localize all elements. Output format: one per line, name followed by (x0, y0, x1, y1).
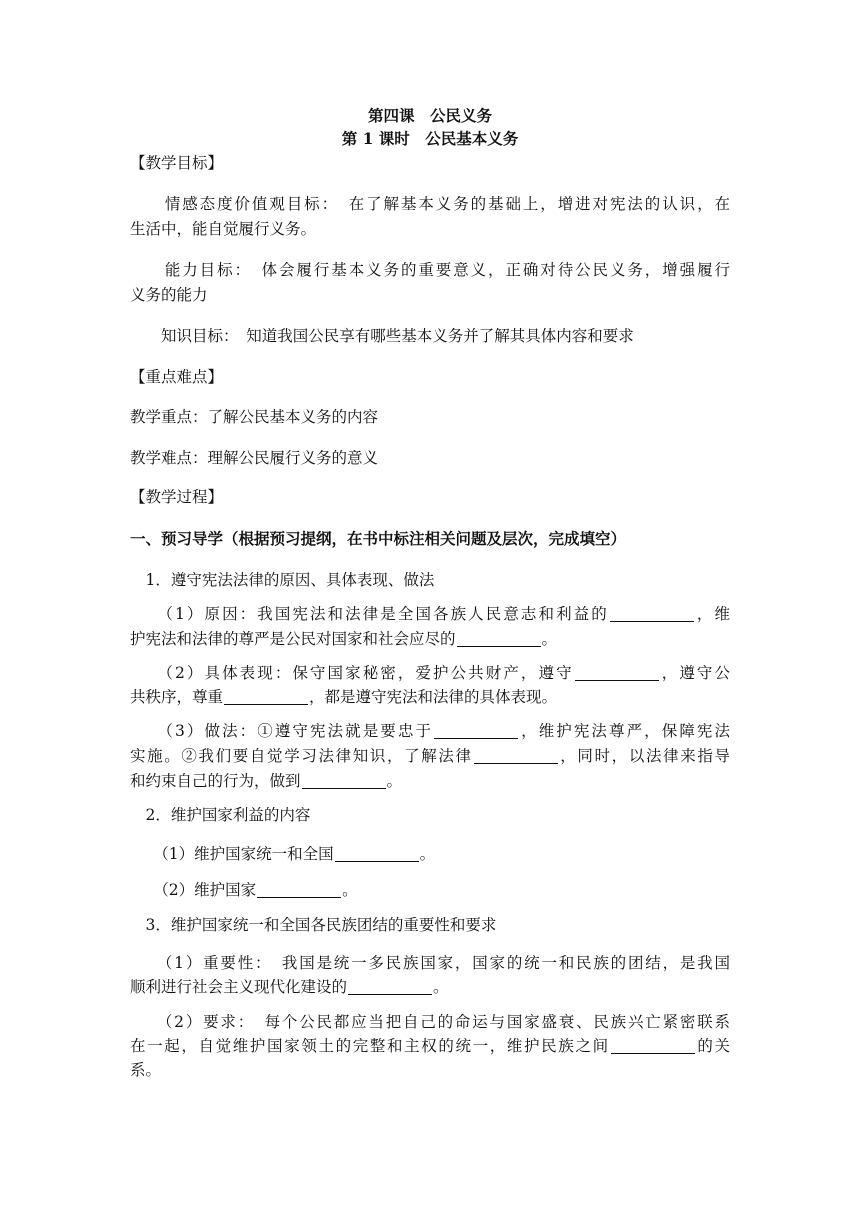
q2-item-2: （2）维护国家 。 (130, 881, 358, 899)
section-heading-goals: 【教学目标】 (130, 154, 224, 172)
q1-method-line-1: （3）做法：①遵守宪法就是要忠于 ，维护宪法尊严，保障宪法 (130, 722, 730, 740)
goal-ability-line-1: 能力目标： 体会履行基本义务的重要意义，正确对待公民义务，增强履行 (130, 261, 730, 279)
q1-title: 1．遵守宪法法律的原因、具体表现、做法 (130, 571, 435, 589)
key-point-line: 教学重点：了解公民基本义务的内容 (130, 408, 379, 426)
q2-item-1: （1）维护国家统一和全国 。 (130, 845, 436, 863)
fill-blank[interactable] (302, 772, 386, 789)
section-heading-process: 【教学过程】 (130, 488, 224, 506)
fill-blank[interactable] (257, 881, 341, 898)
goal-emotion-line-1: 情感态度价值观目标： 在了解基本义务的基础上，增进对宪法的认识，在 (130, 195, 730, 213)
goal-emotion-line-2: 生活中，能自觉履行义务。 (130, 220, 317, 238)
fill-blank[interactable] (457, 630, 541, 647)
q3-requirement-line-3: 系。 (130, 1061, 162, 1079)
q1-method-line-3: 和约束自己的行为，做到 。 (130, 772, 403, 790)
fill-blank[interactable] (434, 722, 518, 739)
q1-performance-line-1: （2）具体表现：保守国家秘密，爱护公共财产，遵守 ，遵守公 (130, 664, 730, 682)
fill-blank[interactable] (611, 1037, 695, 1054)
fill-blank[interactable] (348, 978, 432, 995)
goal-ability-line-2: 义务的能力 (130, 286, 208, 304)
fill-blank[interactable] (335, 845, 419, 862)
lesson-subtitle: 第 1 课时 公民基本义务 (341, 129, 519, 148)
q3-requirement-line-1: （2）要求： 每个公民都应当把自己的命运与国家盛衰、民族兴亡紧密联系 (130, 1013, 730, 1031)
q3-importance-line-2: 顺利进行社会主义现代化建设的 。 (130, 978, 449, 996)
q1-method-line-2: 实施。②我们要自觉学习法律知识，了解法律 ，同时，以法律来指导 (130, 747, 730, 765)
fill-blank[interactable] (610, 605, 694, 622)
q2-title: 2．维护国家利益的内容 (130, 806, 311, 824)
q1-performance-line-2: 共秩序，尊重 ，都是遵守宪法和法律的具体表现。 (130, 688, 558, 706)
q3-title: 3．维护国家统一和全国各民族团结的重要性和要求 (130, 916, 497, 934)
fill-blank[interactable] (224, 688, 308, 705)
q1-reason-line-2: 护宪法和法律的尊严是公民对国家和社会应尽的 。 (130, 630, 558, 648)
q3-requirement-line-2: 在一起，自觉维护国家领土的完整和主权的统一，维护民族之间 的关 (130, 1037, 730, 1055)
section-heading-key: 【重点难点】 (130, 368, 224, 386)
lesson-title: 第四课 公民义务 (367, 106, 492, 125)
part1-heading: 一、预习导学（根据预习提纲，在书中标注相关问题及层次，完成填空） (130, 529, 627, 548)
fill-blank[interactable] (575, 664, 659, 681)
goal-knowledge-line: 知识目标： 知道我国公民享有哪些基本义务并了解其具体内容和要求 (130, 327, 634, 345)
q1-reason-line-1: （1）原因：我国宪法和法律是全国各族人民意志和利益的 ，维 (130, 605, 730, 623)
fill-blank[interactable] (474, 747, 558, 764)
q3-importance-line-1: （1）重要性： 我国是统一多民族国家，国家的统一和民族的团结，是我国 (130, 954, 730, 972)
difficult-point-line: 教学难点：理解公民履行义务的意义 (130, 449, 379, 467)
